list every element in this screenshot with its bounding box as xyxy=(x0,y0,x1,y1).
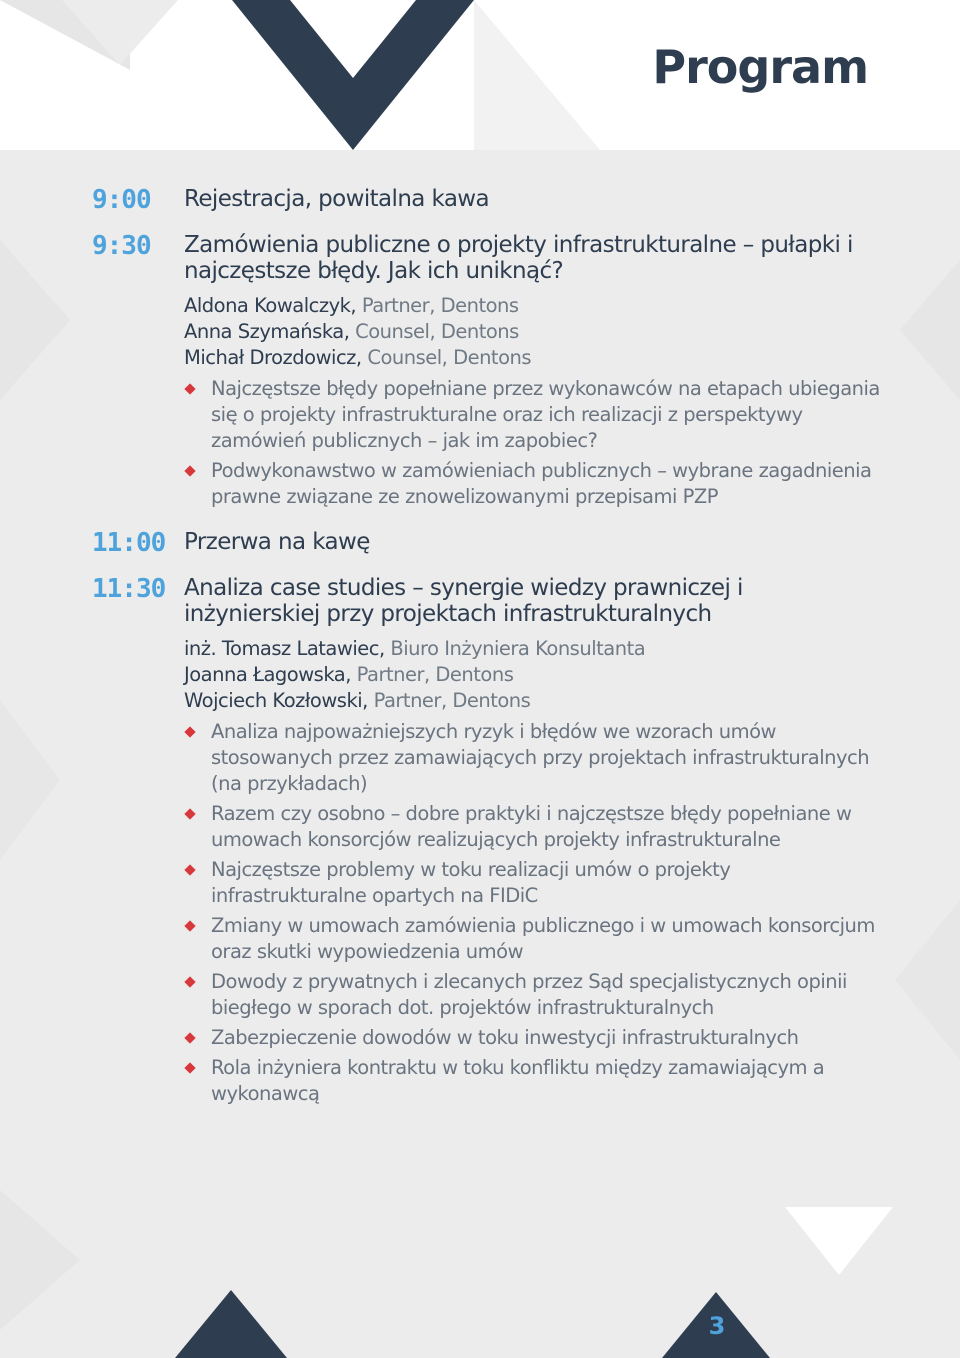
diamond-bullet-icon xyxy=(184,383,195,394)
topic-text: Zmiany w umowach zamówienia publicznego i w umowach konsorcjum oraz skutki wypowiedzenia umów xyxy=(211,914,875,963)
speaker-role: Counsel, Dentons xyxy=(367,346,532,369)
agenda-slot xyxy=(92,229,882,514)
agenda-list xyxy=(92,183,882,1123)
speaker xyxy=(184,319,882,345)
diamond-bullet-icon xyxy=(184,920,195,931)
topic-list xyxy=(184,719,882,1107)
agenda-slot xyxy=(92,526,882,560)
speaker-name: Michał Drozdowicz, xyxy=(184,346,362,369)
agenda-slot xyxy=(92,183,882,217)
speaker-role: Counsel, Dentons xyxy=(355,320,519,343)
agenda-slot xyxy=(92,572,882,1111)
slot-title: Zamówienia publiczne o projekty infrastrukturalne – pułapki i najczęstsze błędy. Jak ich uniknąć? xyxy=(184,232,853,284)
topic-text: Rola inżyniera kontraktu w toku konfliktu między zamawiającym a wykonawcą xyxy=(211,1056,825,1105)
speaker xyxy=(184,688,882,714)
slot-title: Analiza case studies – synergie wiedzy prawniczej i inżynierskiej przy projektach infrastrukturalnych xyxy=(184,575,743,627)
topic-item xyxy=(184,1025,882,1051)
speaker xyxy=(184,636,882,662)
diamond-bullet-icon xyxy=(184,465,195,476)
diamond-bullet-icon xyxy=(184,808,195,819)
diamond-bullet-icon xyxy=(184,1062,195,1073)
topic-item xyxy=(184,969,882,1021)
speaker xyxy=(184,345,882,371)
topic-item xyxy=(184,719,882,797)
slot-time: 9:00 xyxy=(92,185,151,215)
topic-list xyxy=(184,376,882,510)
diamond-bullet-icon xyxy=(184,864,195,875)
topic-item xyxy=(184,857,882,909)
speaker-name: Wojciech Kozłowski, xyxy=(184,689,368,712)
slot-time: 11:30 xyxy=(92,574,166,604)
topic-text: Zabezpieczenie dowodów w toku inwestycji infrastrukturalnych xyxy=(211,1026,799,1049)
slot-content xyxy=(184,526,882,560)
diamond-bullet-icon xyxy=(184,726,195,737)
topic-item xyxy=(184,1055,882,1107)
speaker-role: Biuro Inżyniera Konsultanta xyxy=(390,637,646,660)
speaker xyxy=(184,662,882,688)
diamond-bullet-icon xyxy=(184,976,195,987)
slot-content xyxy=(184,229,882,514)
slot-time: 11:00 xyxy=(92,528,166,558)
speaker-list xyxy=(184,636,882,714)
topic-text: Dowody z prywatnych i zlecanych przez Sąd specjalistycznych opinii biegłego w sporach dot. projektów infrastrukturalnych xyxy=(211,970,847,1019)
page-number: 3 xyxy=(708,1312,726,1340)
speaker-role: Partner, Dentons xyxy=(361,294,519,317)
topic-item xyxy=(184,376,882,454)
speaker-list xyxy=(184,293,882,371)
topic-text: Najczęstsze błędy popełniane przez wykonawców na etapach ubiegania się o projekty infrastrukturalne oraz ich realizacji z perspektywy zamówień publicznych – jak im zapobiec? xyxy=(211,377,880,452)
speaker-name: Aldona Kowalczyk, xyxy=(184,294,357,317)
page-title: Program xyxy=(652,40,868,94)
speaker-name: Anna Szymańska, xyxy=(184,320,350,343)
topic-text: Najczęstsze problemy w toku realizacji umów o projekty infrastrukturalne opartych na FIDiC xyxy=(211,858,731,907)
slot-title: Rejestracja, powitalna kawa xyxy=(184,186,490,212)
topic-item xyxy=(184,801,882,853)
speaker xyxy=(184,293,882,319)
diamond-bullet-icon xyxy=(184,1032,195,1043)
topic-text: Podwykonawstwo w zamówieniach publicznych – wybrane zagadnienia prawne związane ze znowelizowanymi przepisami PZP xyxy=(211,459,872,508)
topic-text: Analiza najpoważniejszych ryzyk i błędów we wzorach umów stosowanych przez zamawiających przy projektach infrastrukturalnych (na przykładach) xyxy=(211,720,870,795)
speaker-name: Joanna Łagowska, xyxy=(184,663,351,686)
slot-time: 9:30 xyxy=(92,231,151,261)
topic-item xyxy=(184,458,882,510)
speaker-role: Partner, Dentons xyxy=(373,689,531,712)
slot-content xyxy=(184,183,882,217)
slot-content xyxy=(184,572,882,1111)
topic-item xyxy=(184,913,882,965)
speaker-name: inż. Tomasz Latawiec, xyxy=(184,637,385,660)
speaker-role: Partner, Dentons xyxy=(356,663,514,686)
slot-title: Przerwa na kawę xyxy=(184,529,370,555)
topic-text: Razem czy osobno – dobre praktyki i najczęstsze błędy popełniane w umowach konsorcjów realizujących projekty infrastrukturalne xyxy=(211,802,852,851)
